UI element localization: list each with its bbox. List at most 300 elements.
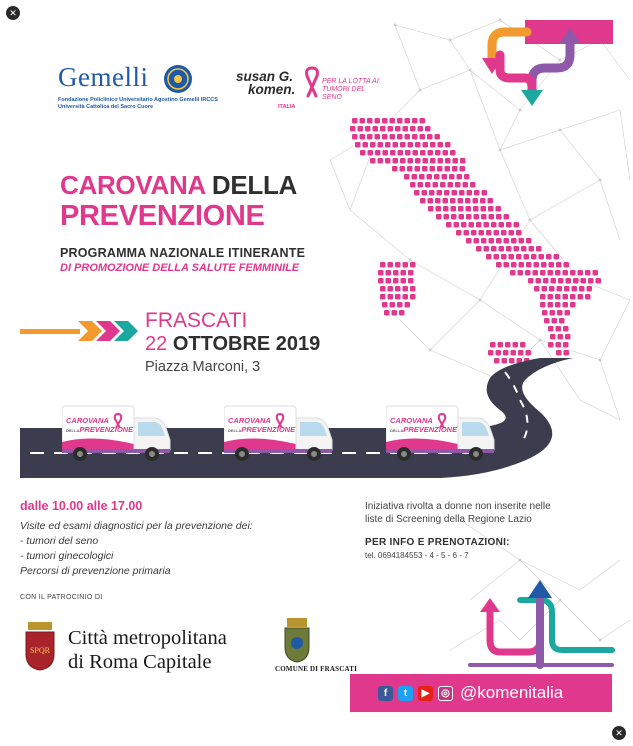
- truck-label-line1: CAROVANA: [228, 416, 271, 425]
- italy-dot: [393, 142, 399, 148]
- italy-dot: [473, 198, 479, 204]
- italy-dot: [393, 278, 399, 284]
- italy-dot: [486, 230, 492, 236]
- italy-dot: [566, 278, 572, 284]
- italy-dot: [542, 310, 548, 316]
- italy-dot: [365, 126, 371, 132]
- italy-dot: [378, 278, 384, 284]
- italy-dot: [383, 150, 389, 156]
- italy-dot: [534, 262, 540, 268]
- italy-dot: [511, 262, 517, 268]
- italy-dot: [378, 158, 384, 164]
- italy-dot: [390, 150, 396, 156]
- italy-dot: [413, 150, 419, 156]
- italy-dot: [481, 238, 487, 244]
- italy-dot: [502, 358, 508, 364]
- italy-dot: [435, 198, 441, 204]
- italy-dot: [550, 310, 556, 316]
- gemelli-seal-icon: [163, 64, 193, 94]
- italy-dot: [400, 142, 406, 148]
- italy-dot: [420, 118, 426, 124]
- italy-dot: [436, 214, 442, 220]
- truck-label-small: DELLA: [66, 428, 80, 433]
- italy-dot: [428, 198, 434, 204]
- italy-dot: [471, 230, 477, 236]
- italy-dot: [465, 198, 471, 204]
- italy-dot: [392, 166, 398, 172]
- italy-dot: [488, 206, 494, 212]
- italy-dot: [474, 190, 480, 196]
- italy-dot: [542, 286, 548, 292]
- italy-dot: [405, 150, 411, 156]
- italy-dot: [433, 182, 439, 188]
- truck-label-line2: PREVENZIONE: [403, 425, 458, 434]
- italy-dot: [414, 190, 420, 196]
- italy-dot: [479, 230, 485, 236]
- italy-dot: [388, 262, 394, 268]
- italy-dot: [388, 286, 394, 292]
- italy-dot: [528, 278, 534, 284]
- italy-dot: [464, 174, 470, 180]
- social-handle[interactable]: @komenitalia: [460, 683, 564, 702]
- italy-dot: [400, 166, 406, 172]
- italy-dot: [518, 270, 524, 276]
- italy-dot: [570, 302, 576, 308]
- italy-dot: [534, 286, 540, 292]
- italy-dot: [524, 254, 530, 260]
- italy-dot: [398, 150, 404, 156]
- italy-dot: [423, 142, 429, 148]
- italy-dot: [496, 350, 502, 356]
- italy-dot: [403, 286, 409, 292]
- program-line1: PROGRAMMA NAZIONALE ITINERANTE: [60, 246, 306, 260]
- italy-dot: [358, 126, 364, 132]
- italy-dot: [481, 214, 487, 220]
- italy-map-dots: [350, 118, 601, 364]
- italy-dot: [405, 134, 411, 140]
- italy-dot: [456, 230, 462, 236]
- schedule-line4: Percorsi di prevenzione primaria: [20, 565, 171, 577]
- italy-dot: [498, 342, 504, 348]
- italy-dot: [559, 318, 565, 324]
- italy-dot: [459, 214, 465, 220]
- italy-dot: [463, 182, 469, 188]
- italy-dot: [460, 158, 466, 164]
- italy-dot: [596, 278, 602, 284]
- italy-dot: [585, 294, 591, 300]
- italy-dot: [563, 302, 569, 308]
- italy-dot: [386, 270, 392, 276]
- italy-dot: [352, 134, 358, 140]
- italy-dot: [380, 286, 386, 292]
- schedule-details: [20, 519, 340, 579]
- italy-dot: [570, 270, 576, 276]
- italy-dot: [531, 254, 537, 260]
- italy-dot: [516, 254, 522, 260]
- italy-dot: [415, 158, 421, 164]
- italy-dot: [412, 134, 418, 140]
- italy-dot: [544, 318, 550, 324]
- italy-dot: [506, 246, 512, 252]
- italy-dot: [563, 326, 569, 332]
- italy-dot: [382, 302, 388, 308]
- italy-dot: [448, 182, 454, 188]
- italy-dot: [556, 342, 562, 348]
- italy-dot: [519, 238, 525, 244]
- italy-dot: [400, 158, 406, 164]
- italy-dot: [511, 350, 517, 356]
- info-title: PER INFO E PRENOTAZIONI:: [365, 537, 510, 548]
- italy-dot: [405, 302, 411, 308]
- truck-label-line2: PREVENZIONE: [241, 425, 296, 434]
- facebook-icon[interactable]: f: [378, 686, 393, 701]
- italy-dot: [555, 270, 561, 276]
- title-prevenzione: PREVENZIONE: [60, 200, 265, 232]
- italy-dot: [395, 294, 401, 300]
- italy-dot: [370, 158, 376, 164]
- italy-dot: [378, 142, 384, 148]
- italy-dot: [543, 278, 549, 284]
- italy-dot: [466, 214, 472, 220]
- italy-dot: [444, 214, 450, 220]
- italy-dot: [355, 142, 361, 148]
- italy-dot: [412, 174, 418, 180]
- italy-dot: [403, 126, 409, 132]
- italy-dot: [390, 302, 396, 308]
- title-carovana: CAROVANA: [60, 170, 205, 200]
- italy-dot: [505, 342, 511, 348]
- italy-dot: [491, 222, 497, 228]
- italy-dot: [440, 182, 446, 188]
- italy-dot: [397, 302, 403, 308]
- italy-dot: [466, 206, 472, 212]
- italy-dot: [415, 166, 421, 172]
- italy-dot: [587, 286, 593, 292]
- italy-dot: [555, 302, 561, 308]
- italy-dot: [434, 174, 440, 180]
- italy-dot: [540, 294, 546, 300]
- italy-dot: [496, 206, 502, 212]
- italy-dot: [373, 126, 379, 132]
- italy-dot: [526, 350, 532, 356]
- italy-dot: [540, 270, 546, 276]
- italy-dot: [554, 254, 560, 260]
- italy-dot: [488, 198, 494, 204]
- italy-dot: [404, 174, 410, 180]
- italy-dot: [484, 222, 490, 228]
- italy-dot: [388, 294, 394, 300]
- italy-dot: [375, 118, 381, 124]
- italy-dot: [352, 118, 358, 124]
- italy-dot: [412, 118, 418, 124]
- italy-dot: [557, 286, 563, 292]
- italy-dot: [480, 198, 486, 204]
- italy-dot: [581, 278, 587, 284]
- pink-ribbon-icon: [303, 66, 321, 98]
- italy-dot: [474, 238, 480, 244]
- italy-dot: [442, 174, 448, 180]
- gemelli-subtitle-line2: Università Cattolica del Sacro Cuore: [58, 104, 154, 110]
- italy-dot: [494, 254, 500, 260]
- italy-dot: [509, 230, 515, 236]
- italy-dot: [375, 150, 381, 156]
- italy-dot: [579, 286, 585, 292]
- arrows-bottom-right: [470, 580, 612, 665]
- italy-dot: [360, 134, 366, 140]
- italy-dot: [565, 334, 571, 340]
- comune-frascati: COMUNE DI FRASCATI: [275, 665, 358, 673]
- truck-label-small: DELLA: [228, 428, 242, 433]
- italy-dot: [529, 246, 535, 252]
- italy-dot: [513, 342, 519, 348]
- italy-dot: [501, 254, 507, 260]
- italy-dot: [401, 278, 407, 284]
- italy-dot: [401, 270, 407, 276]
- italy-dot: [514, 246, 520, 252]
- italy-dot: [454, 222, 460, 228]
- italy-dot: [397, 118, 403, 124]
- italy-dot: [363, 142, 369, 148]
- italy-dot: [533, 270, 539, 276]
- italy-dot: [496, 262, 502, 268]
- schedule-hours: dalle 10.00 alle 17.00: [20, 499, 143, 513]
- italy-dot: [516, 230, 522, 236]
- italy-dot: [408, 270, 414, 276]
- truck-body-icon: [224, 404, 334, 466]
- initiative-line2: liste di Screening della Regione Lazio: [365, 514, 532, 525]
- italy-dot: [552, 318, 558, 324]
- italy-dot: [501, 230, 507, 236]
- italy-dot: [395, 262, 401, 268]
- truck-label-small: DELLA: [390, 428, 404, 433]
- italy-dot: [393, 158, 399, 164]
- citta-line2: di Roma Capitale: [68, 651, 212, 673]
- italy-dot: [435, 134, 441, 140]
- italy-dot: [593, 270, 599, 276]
- italy-dot: [564, 350, 570, 356]
- italy-dot: [459, 190, 465, 196]
- italy-dot: [397, 134, 403, 140]
- italy-dot: [386, 278, 392, 284]
- italy-dot: [539, 254, 545, 260]
- truck-body-icon: [386, 404, 496, 466]
- italy-dot: [518, 350, 524, 356]
- truck: [62, 404, 172, 466]
- italy-dot: [470, 182, 476, 188]
- italy-dot: [407, 166, 413, 172]
- italy-dot: [521, 246, 527, 252]
- frascati-coat-of-arms-icon: [282, 617, 312, 663]
- italy-dot: [427, 134, 433, 140]
- italy-dot: [499, 222, 505, 228]
- truck-label-line1: CAROVANA: [66, 416, 109, 425]
- italy-dot: [549, 262, 555, 268]
- italy-dot: [488, 350, 494, 356]
- italy-dot: [449, 174, 455, 180]
- italy-dot: [457, 174, 463, 180]
- italy-dot: [546, 254, 552, 260]
- italy-dot: [461, 222, 467, 228]
- italy-dot: [549, 286, 555, 292]
- italy-dot: [430, 166, 436, 172]
- italy-dot: [360, 150, 366, 156]
- italy-dot: [452, 190, 458, 196]
- youtube-icon[interactable]: ▶: [418, 686, 433, 701]
- instagram-icon[interactable]: ◎: [438, 686, 453, 701]
- italy-dot: [415, 142, 421, 148]
- italy-dot: [540, 302, 546, 308]
- italy-dot: [548, 326, 554, 332]
- italy-dot: [420, 134, 426, 140]
- italy-dot: [486, 254, 492, 260]
- italy-dot: [565, 310, 571, 316]
- italy-dot: [494, 358, 500, 364]
- italy-dot: [509, 254, 515, 260]
- italy-dot: [419, 174, 425, 180]
- event-date: [145, 333, 320, 356]
- italy-dot: [445, 158, 451, 164]
- italy-dot: [564, 262, 570, 268]
- italy-dot: [367, 118, 373, 124]
- italy-dot: [514, 222, 520, 228]
- citta-line1: Città metropolitana: [68, 627, 227, 649]
- italy-dot: [380, 262, 386, 268]
- italy-dot: [558, 278, 564, 284]
- italy-dot: [490, 342, 496, 348]
- italy-dot: [405, 118, 411, 124]
- italy-dot: [380, 126, 386, 132]
- italy-dot: [445, 166, 451, 172]
- italy-dot: [453, 158, 459, 164]
- italy-dot: [388, 126, 394, 132]
- italy-dot: [563, 294, 569, 300]
- corner-marker-bottom-right-icon: ✕: [612, 726, 626, 740]
- italy-dot: [520, 342, 526, 348]
- italy-dot: [418, 126, 424, 132]
- italy-dot: [422, 166, 428, 172]
- twitter-icon[interactable]: t: [398, 686, 413, 701]
- italy-dot: [395, 126, 401, 132]
- info-phone[interactable]: tel. 0694184553 - 4 - 5 - 6 - 7: [365, 551, 469, 560]
- svg-text:SPQR: SPQR: [29, 646, 51, 655]
- italy-dot: [410, 182, 416, 188]
- italy-dot: [563, 342, 569, 348]
- italy-dot: [437, 166, 443, 172]
- italy-dot: [526, 238, 532, 244]
- italy-dot: [410, 286, 416, 292]
- italy-dot: [350, 126, 356, 132]
- title-line1: [60, 170, 297, 201]
- italy-dot: [556, 326, 562, 332]
- italy-dot: [382, 134, 388, 140]
- italy-dot: [438, 142, 444, 148]
- italy-dot: [385, 158, 391, 164]
- event-place: Piazza Marconi, 3: [145, 359, 261, 375]
- italy-dot: [474, 214, 480, 220]
- italy-dot: [556, 262, 562, 268]
- italy-dot: [476, 222, 482, 228]
- italy-dot: [489, 214, 495, 220]
- italy-dot: [395, 286, 401, 292]
- italy-dot: [541, 262, 547, 268]
- italy-dot: [572, 286, 578, 292]
- schedule-line2: - tumori del seno: [20, 535, 99, 547]
- initiative-note: [365, 500, 605, 526]
- italy-dot: [390, 134, 396, 140]
- italy-dot: [504, 262, 510, 268]
- italy-dot: [428, 150, 434, 156]
- italy-dot: [408, 158, 414, 164]
- italy-dot: [420, 150, 426, 156]
- komen-word-line2: komen.: [248, 82, 296, 97]
- italy-dot: [548, 294, 554, 300]
- italy-dot: [526, 262, 532, 268]
- italy-dot: [360, 118, 366, 124]
- italy-dot: [428, 206, 434, 212]
- event-day: 22: [145, 333, 168, 355]
- truck-label-line1: CAROVANA: [390, 416, 433, 425]
- italy-dot: [438, 158, 444, 164]
- italy-dot: [484, 246, 490, 252]
- italy-dot: [548, 342, 554, 348]
- italy-dot: [370, 142, 376, 148]
- italy-dot: [403, 294, 409, 300]
- italy-dot: [410, 294, 416, 300]
- italy-dot: [525, 270, 531, 276]
- italy-dot: [464, 230, 470, 236]
- roma-coat-of-arms-icon: [22, 620, 58, 672]
- gemelli-subtitle-line1: Fondazione Policlinico Universitario Agostino Gemelli IRCCS: [58, 97, 218, 103]
- gemelli-wordmark: Gemelli: [58, 62, 149, 92]
- italy-dot: [444, 190, 450, 196]
- arrow-line-frascati: [20, 321, 138, 341]
- truck-body-icon: [62, 404, 172, 466]
- italy-dot: [393, 270, 399, 276]
- italy-dot: [550, 334, 556, 340]
- patronage-label: CON IL PATROCINIO DI: [20, 594, 103, 601]
- italy-dot: [511, 238, 517, 244]
- program-line2: DI PROMOZIONE DELLA SALUTE FEMMINILE: [60, 262, 300, 274]
- italy-dot: [504, 214, 510, 220]
- italy-dot: [509, 358, 515, 364]
- gemelli-subtitle: [58, 97, 238, 111]
- italy-dot: [510, 270, 516, 276]
- italy-dot: [558, 334, 564, 340]
- italy-dot: [368, 150, 374, 156]
- italy-dot: [390, 118, 396, 124]
- italy-dot: [467, 190, 473, 196]
- italy-dot: [418, 182, 424, 188]
- italy-dot: [425, 126, 431, 132]
- italy-dot: [437, 190, 443, 196]
- italy-dot: [430, 142, 436, 148]
- corner-marker-top-left-icon: ✕: [6, 6, 20, 20]
- italy-dot: [380, 294, 386, 300]
- italy-dot: [489, 238, 495, 244]
- komen-word-line1: susan G.: [236, 69, 294, 84]
- italy-dot: [473, 206, 479, 212]
- italy-dot: [451, 214, 457, 220]
- italy-dot: [392, 310, 398, 316]
- italy-dot: [446, 222, 452, 228]
- italy-dot: [458, 206, 464, 212]
- italy-dot: [466, 238, 472, 244]
- initiative-line1: Iniziativa rivolta a donne non inserite nelle: [365, 501, 551, 512]
- italy-dot: [499, 246, 505, 252]
- italy-dot: [384, 310, 390, 316]
- italy-dot: [422, 190, 428, 196]
- italy-dot: [443, 206, 449, 212]
